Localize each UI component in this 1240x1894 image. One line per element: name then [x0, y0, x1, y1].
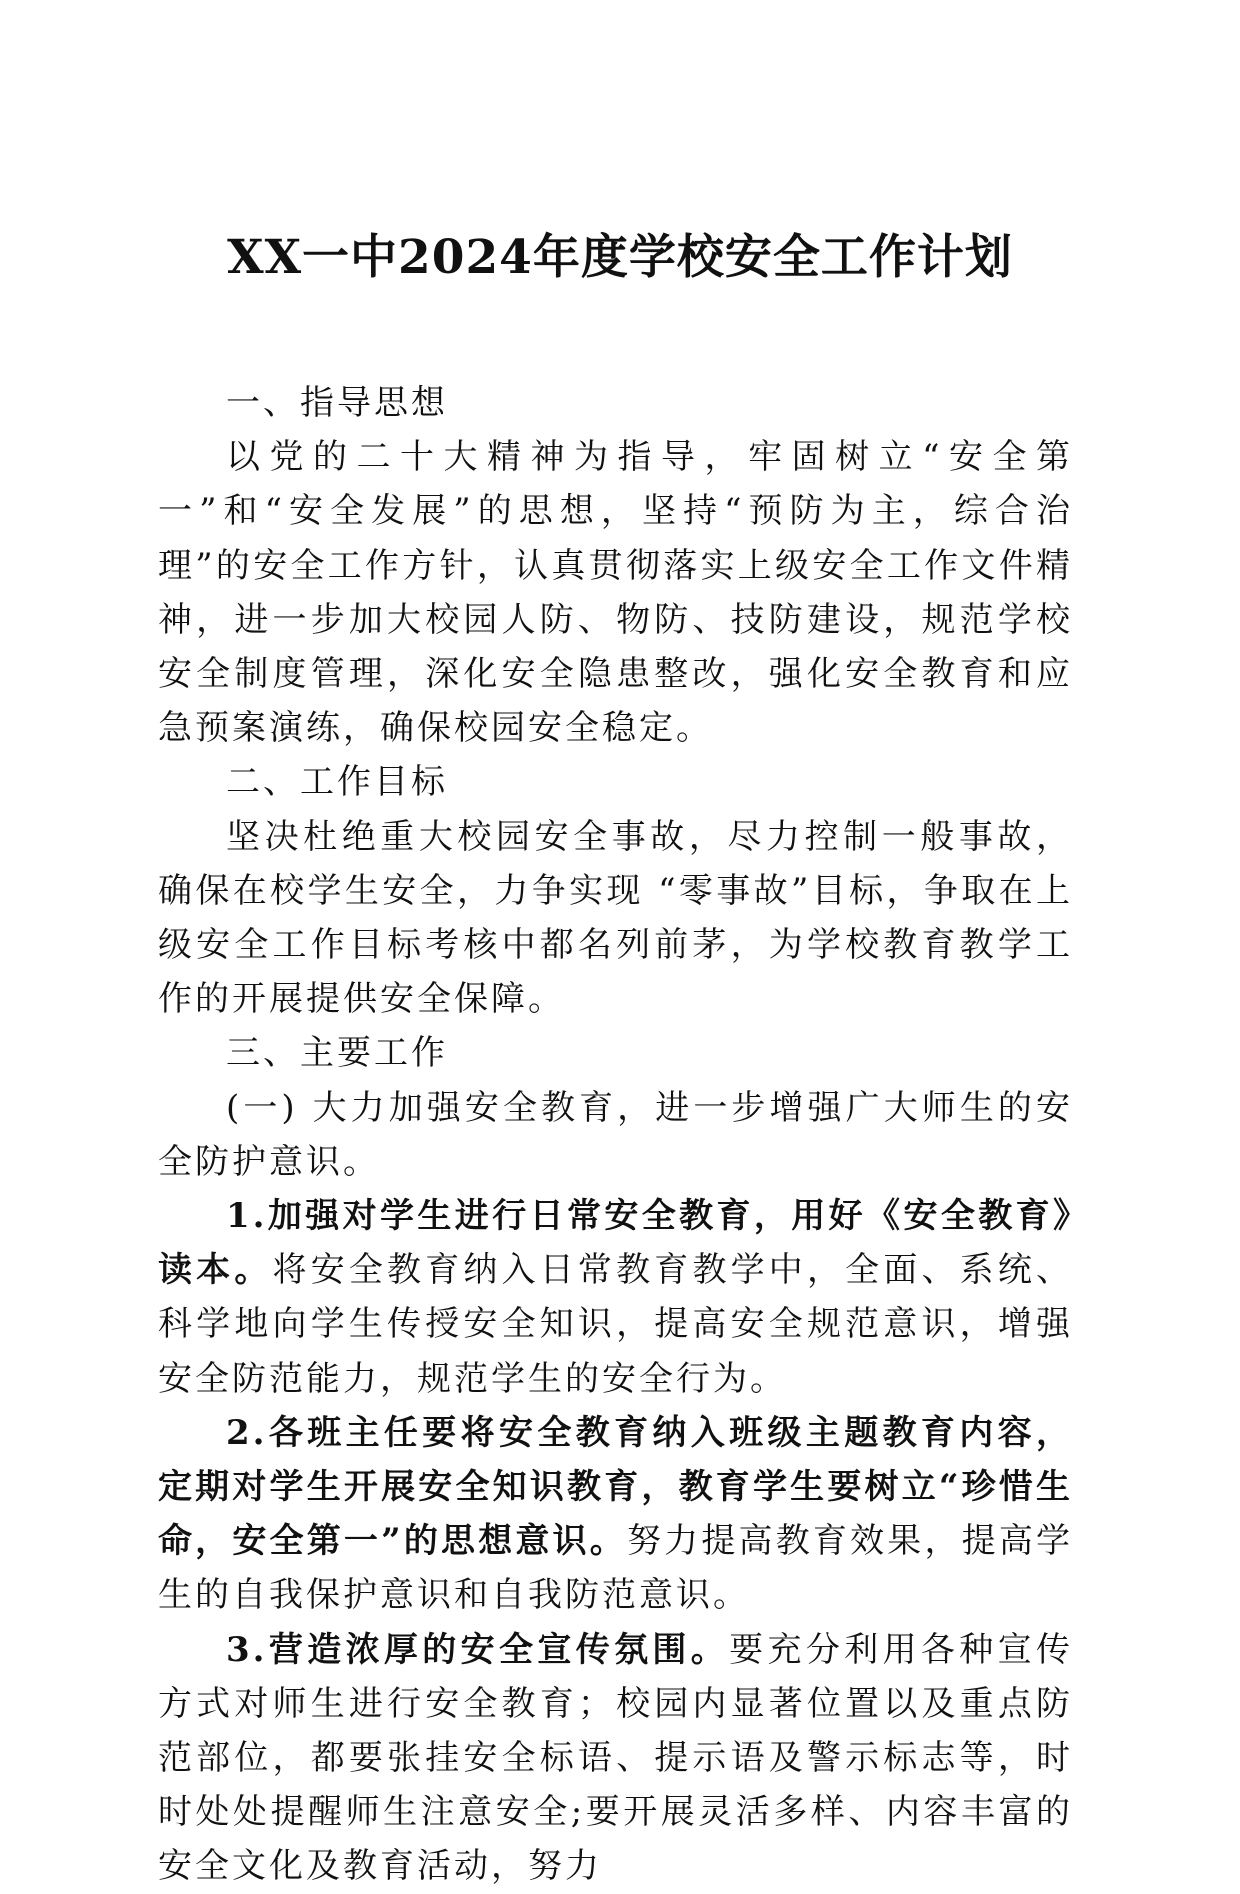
item-2-text: 努力提高教育效果，提高学生的自我保护意识和自我防范意识。 [158, 1521, 1074, 1616]
item-3-lead: 3.营造浓厚的安全宣传氛围。 [226, 1629, 730, 1670]
section-heading-main-work: 三、主要工作 [226, 1033, 448, 1074]
document-body [158, 376, 1073, 1894]
item-3 [158, 1623, 1073, 1894]
item-1 [158, 1189, 1073, 1406]
item-2 [158, 1406, 1073, 1623]
document-title: XX一中2024年度学校安全工作计划 [227, 230, 1013, 285]
item-1-lead: 1.加强对学生进行日常安全教育，用好《安全教育》读本。 [158, 1196, 1073, 1291]
section-heading-guiding-ideology: 一、指导思想 [226, 383, 448, 423]
section-heading-work-goals: 二、工作目标 [226, 762, 448, 803]
item-2-lead: 2.各班主任要将安全教育纳入班级主题教育内容，定期对学生开展安全知识教育，教育学生要树立“珍惜生命，安全第一”的思想意识。 [158, 1412, 1073, 1562]
item-1-text: 将安全教育纳入日常教育教学中，全面、系统、科学地向学生传授安全知识，提高安全规范意识，增强安全防范能力，规范学生的安全行为。 [158, 1250, 1074, 1399]
paragraph-work-goals: 坚决杜绝重大校园安全事故，尽力控制一般事故，确保在校学生安全，力争实现 “零事故”目标，争取在上级安全工作目标考核中都名列前茅，为学校教育教学工作的开展提供安全保障。 [158, 816, 1073, 1020]
paragraph-guiding-ideology: 以党的二十大精神为指导，牢固树立“安全第一”和“安全发展”的思想，坚持“预防为主，综合治理”的安全工作方针，认真贯彻落实上级安全工作文件精神，进一步加大校园人防、物防、技防建设，规范学校安全制度管理，深化安全隐患整改，强化安全教育和应急预案演练，确保校园安全稳定。 [158, 437, 1073, 749]
item-3-text: 要充分利用各种宣传方式对师生进行安全教育；校园内显著位置以及重点防范部位，都要张挂安全标语、提示语及警示标志等，时时处处提醒师生注意安全;要开展灵活多样、内容丰富的安全文化及教育活动，努力 [158, 1629, 1073, 1887]
subsection-heading-safety-education: (一) 大力加强安全教育，进一步增强广大师生的安全防护意识。 [158, 1087, 1073, 1182]
